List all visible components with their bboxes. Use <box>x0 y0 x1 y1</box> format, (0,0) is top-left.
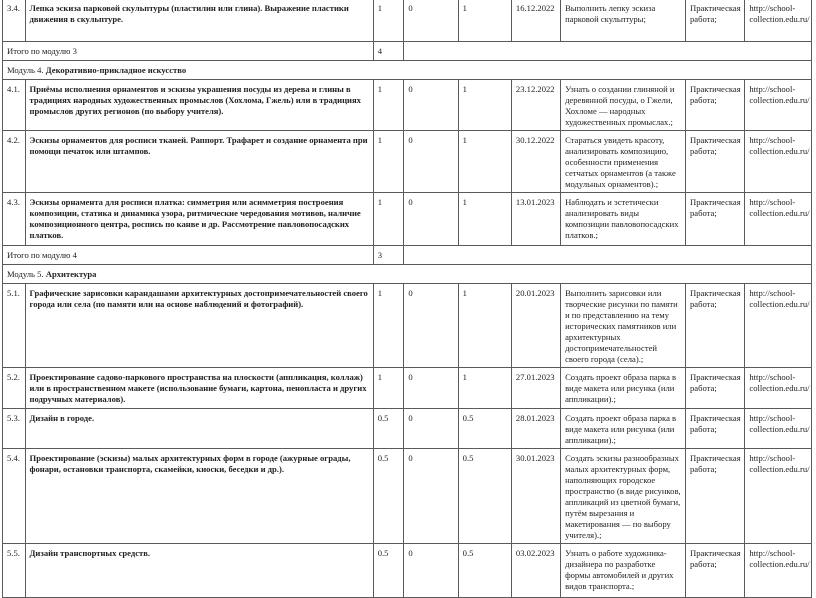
lesson-number: 3.4. <box>3 0 26 42</box>
module-total-label: Итого по модулю 3 <box>3 42 374 61</box>
lesson-practice-hours: 0.5 <box>458 409 511 449</box>
lesson-activity: Создать эскизы разнообразных малых архитектурных форм, наполняющих городское пространство (в виде рисунков, аппликаций из цветной бумаги, путём вырезания и макетирования — по выбору учителя).; <box>561 449 686 544</box>
lesson-control-form: Практическая работа; <box>685 284 744 368</box>
lesson-activity: Узнать о работе художника-дизайнера по разработке формы автомобилей и других видов транспорта.; <box>561 544 686 598</box>
module-total-empty <box>404 246 812 265</box>
lesson-resource-link[interactable]: http://school-collection.edu.ru/ <box>745 544 812 598</box>
lesson-practice-hours: 1 <box>458 284 511 368</box>
lesson-date: 30.12.2022 <box>511 131 560 193</box>
lesson-control-hours: 0 <box>404 131 458 193</box>
lesson-control-hours: 0 <box>404 409 458 449</box>
module-total-hours: 4 <box>373 42 404 61</box>
lesson-hours: 0.5 <box>373 544 404 598</box>
lesson-row <box>3 0 812 42</box>
lesson-hours: 1 <box>373 368 404 409</box>
lesson-number: 5.1. <box>3 284 26 368</box>
lesson-hours: 0.5 <box>373 409 404 449</box>
lesson-practice-hours: 0.5 <box>458 449 511 544</box>
lesson-title: Проектирование (эскизы) малых архитектурных форм в городе (ажурные ограды, фонари, остановки транспорта, скамейки, киоски, беседки и др.). <box>25 449 373 544</box>
lesson-control-hours: 0 <box>404 80 458 131</box>
lesson-date: 20.01.2023 <box>511 284 560 368</box>
lesson-title: Проектирование садово-паркового пространства на плоскости (аппликация, коллаж) или в пространственном макете (использование бумаги, картона, пенопласта и других подручных материалов). <box>25 368 373 409</box>
lesson-hours: 1 <box>373 193 404 246</box>
lesson-row <box>3 368 812 409</box>
lesson-activity: Стараться увидеть красоту, анализировать композицию, особенности применения сетчатых орнаментов (а также модульных орнаментов).; <box>561 131 686 193</box>
module-total-row <box>3 42 812 61</box>
lesson-row <box>3 131 812 193</box>
lesson-number: 5.2. <box>3 368 26 409</box>
lesson-control-form: Практическая работа; <box>685 193 744 246</box>
lesson-resource-link[interactable]: http://school-collection.edu.ru/ <box>745 409 812 449</box>
lesson-row <box>3 544 812 598</box>
lesson-resource-link[interactable]: http://school-collection.edu.ru/ <box>745 193 812 246</box>
lesson-date: 13.01.2023 <box>511 193 560 246</box>
lesson-row <box>3 193 812 246</box>
lesson-hours: 0.5 <box>373 449 404 544</box>
lesson-activity: Создать проект образа парка в виде макета или рисунка (или аппликации).; <box>561 409 686 449</box>
lesson-resource-link[interactable]: http://school-collection.edu.ru/ <box>745 284 812 368</box>
lesson-practice-hours: 1 <box>458 80 511 131</box>
lesson-resource-link[interactable]: http://school-collection.edu.ru/ <box>745 0 812 42</box>
lesson-date: 27.01.2023 <box>511 368 560 409</box>
lesson-title: Эскизы орнамента для росписи платка: симметрия или асимметрия построения композиции, статика и динамика узора, ритмические чередования мотивов, наличие композиционного центра, роспись по канве и др. Рассмотрение павловопосадских платков. <box>25 193 373 246</box>
lesson-title: Дизайн транспортных средств. <box>25 544 373 598</box>
lesson-activity: Узнать о создании глиняной и деревянной посуды, о Гжели, Хохломе — народных художественных промыслах.; <box>561 80 686 131</box>
lesson-date: 03.02.2023 <box>511 544 560 598</box>
lesson-number: 4.1. <box>3 80 26 131</box>
lesson-control-form: Практическая работа; <box>685 449 744 544</box>
lesson-row <box>3 409 812 449</box>
lesson-practice-hours: 0.5 <box>458 544 511 598</box>
lesson-title: Эскизы орнаментов для росписи тканей. Раппорт. Трафарет и создание орнамента при помощи печаток или штампов. <box>25 131 373 193</box>
lesson-resource-link[interactable]: http://school-collection.edu.ru/ <box>745 80 812 131</box>
lesson-control-form: Практическая работа; <box>685 368 744 409</box>
lesson-title: Приёмы исполнения орнаментов и эскизы украшения посуды из дерева и глины в традициях народных художественных промыслов (Хохлома, Гжель) или в традициях промыслов других регионов (по выбору учителя). <box>25 80 373 131</box>
lesson-hours: 1 <box>373 80 404 131</box>
lesson-title: Лепка эскиза парковой скульптуры (пластилин или глина). Выражение пластики движения в скульптуре. <box>25 0 373 42</box>
lesson-control-hours: 0 <box>404 193 458 246</box>
module-name: Декоративно-прикладное искусство <box>45 65 187 75</box>
module-header-row <box>3 265 812 284</box>
lesson-number: 4.3. <box>3 193 26 246</box>
lesson-practice-hours: 1 <box>458 131 511 193</box>
lesson-resource-link[interactable]: http://school-collection.edu.ru/ <box>745 368 812 409</box>
lesson-practice-hours: 1 <box>458 0 511 42</box>
lesson-hours: 1 <box>373 284 404 368</box>
lesson-control-hours: 0 <box>404 0 458 42</box>
table-body <box>3 0 812 598</box>
lesson-number: 4.2. <box>3 131 26 193</box>
lesson-number: 5.3. <box>3 409 26 449</box>
module-header <box>3 265 812 284</box>
lesson-title: Графические зарисовки карандашами архитектурных достопримечательностей своего города или села (по памяти или на основе наблюдений и фотографий). <box>25 284 373 368</box>
lesson-control-form: Практическая работа; <box>685 0 744 42</box>
module-prefix: Модуль 4. <box>7 65 44 75</box>
lesson-activity: Выполнить лепку эскиза парковой скульптуры; <box>561 0 686 42</box>
lesson-date: 23.12.2022 <box>511 80 560 131</box>
lesson-date: 28.01.2023 <box>511 409 560 449</box>
module-total-empty <box>404 42 812 61</box>
lesson-date: 16.12.2022 <box>511 0 560 42</box>
lesson-control-hours: 0 <box>404 449 458 544</box>
lesson-title: Дизайн в городе. <box>25 409 373 449</box>
lesson-activity: Создать проект образа парка в виде макета или рисунка (или аппликации).; <box>561 368 686 409</box>
lesson-hours: 1 <box>373 131 404 193</box>
lesson-number: 5.5. <box>3 544 26 598</box>
lesson-control-form: Практическая работа; <box>685 409 744 449</box>
module-total-label: Итого по модулю 4 <box>3 246 374 265</box>
curriculum-table <box>2 0 812 598</box>
lesson-control-hours: 0 <box>404 368 458 409</box>
lesson-resource-link[interactable]: http://school-collection.edu.ru/ <box>745 131 812 193</box>
lesson-control-form: Практическая работа; <box>685 131 744 193</box>
module-header <box>3 61 812 80</box>
lesson-resource-link[interactable]: http://school-collection.edu.ru/ <box>745 449 812 544</box>
lesson-row <box>3 80 812 131</box>
lesson-number: 5.4. <box>3 449 26 544</box>
lesson-practice-hours: 1 <box>458 193 511 246</box>
lesson-activity: Выполнить зарисовки или творческие рисунки по памяти и по представлению на тему исторических памятников или архитектурных достопримечательностей своего города (села).; <box>561 284 686 368</box>
lesson-activity: Наблюдать и эстетически анализировать виды композиции павловопосадских платков.; <box>561 193 686 246</box>
lesson-row <box>3 284 812 368</box>
module-total-row <box>3 246 812 265</box>
module-prefix: Модуль 5. <box>7 269 44 279</box>
lesson-control-form: Практическая работа; <box>685 80 744 131</box>
lesson-date: 30.01.2023 <box>511 449 560 544</box>
lesson-control-hours: 0 <box>404 544 458 598</box>
lesson-row <box>3 449 812 544</box>
lesson-control-form: Практическая работа; <box>685 544 744 598</box>
lesson-practice-hours: 1 <box>458 368 511 409</box>
module-total-hours: 3 <box>373 246 404 265</box>
lesson-control-hours: 0 <box>404 284 458 368</box>
module-name: Архитектура <box>45 269 97 279</box>
lesson-hours: 1 <box>373 0 404 42</box>
module-header-row <box>3 61 812 80</box>
